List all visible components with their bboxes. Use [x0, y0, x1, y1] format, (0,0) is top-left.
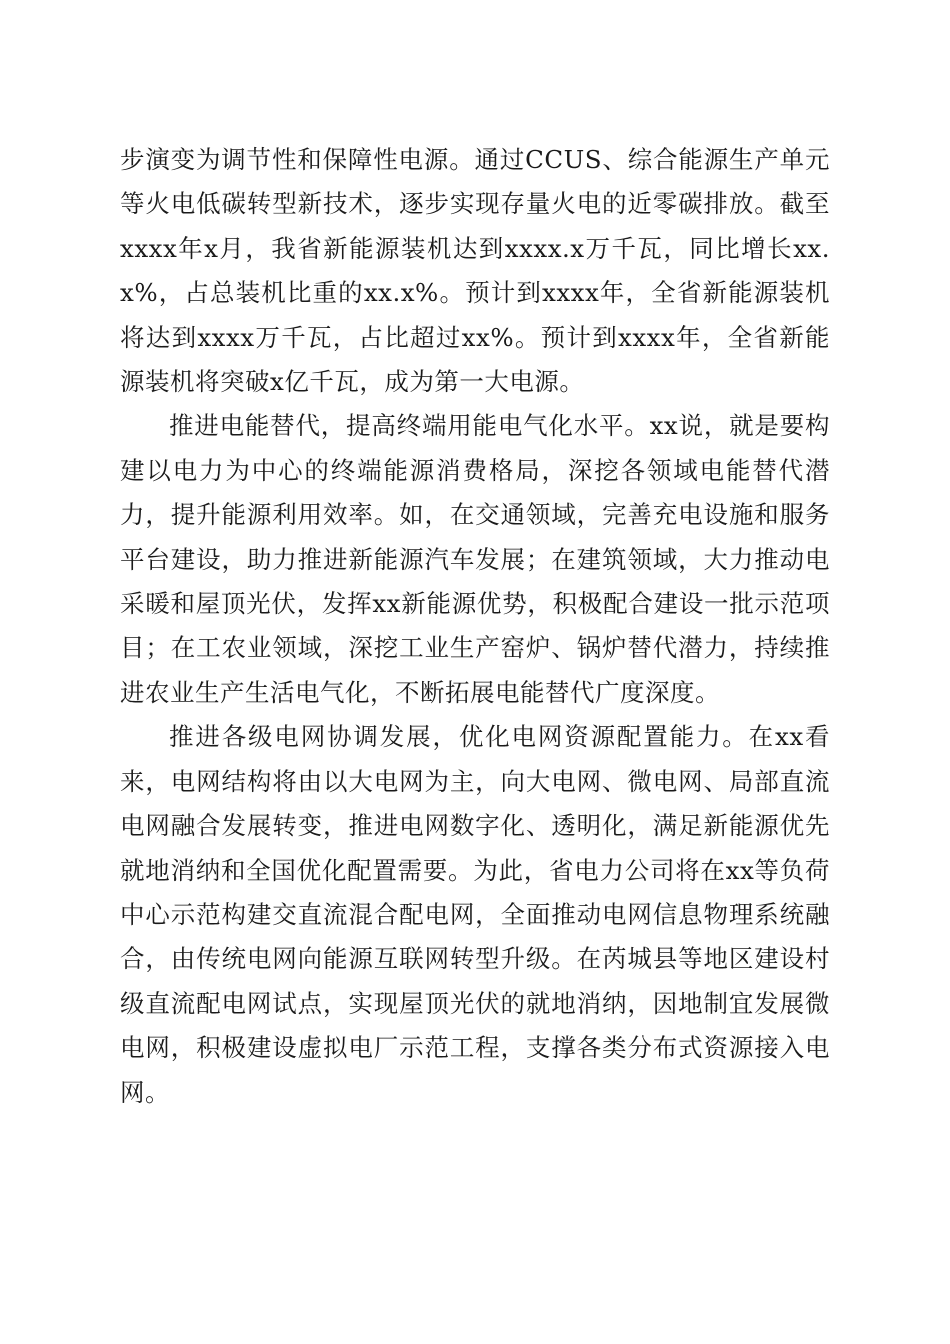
paragraph-grid-development: 推进各级电网协调发展，优化电网资源配置能力。在xx看来，电网结构将由以大电网为主，向大电网、微电网、局部直流电网融合发展转变，推进电网数字化、透明化，满足新能源优先就地消纳和全国优化配置需要。为此，省电力公司将在xx等负荷中心示范构建交直流混合配电网，全面推动电网信息物理系统融合，由传统电网向能源互联网转型升级。在芮城县等地区建设村级直流配电网试点，实现屋顶光伏的就地消纳，因地制宜发展微电网，积极建设虚拟电厂示范工程，支撑各类分布式资源接入电网。 — [120, 722, 830, 1107]
paragraph-electric-substitution: 推进电能替代，提高终端用能电气化水平。xx说，就是要构建以电力为中心的终端能源消费格局，深挖各领域电能替代潜力，提升能源利用效率。如，在交通领域，完善充电设施和服务平台建设，助力推进新能源汽车发展；在建筑领域，大力推动电采暖和屋顶光伏，发挥xx新能源优势，积极配合建设一批示范项目；在工农业领域，深挖工业生产窑炉、锅炉替代潜力，持续推进农业生产生活电气化，不断拓展电能替代广度深度。 — [120, 411, 830, 707]
paragraph-continuation: 步演变为调节性和保障性电源。通过CCUS、综合能源生产单元等火电低碳转型新技术，逐步实现存量火电的近零碳排放。截至xxxx年x月，我省新能源装机达到xxxx.x万千瓦，同比增长xx.x%，占总装机比重的xx.x%。预计到xxxx年，全省新能源装机将达到xxxx万千瓦，占比超过xx%。预计到xxxx年，全省新能源装机将突破x亿千瓦，成为第一大电源。 — [120, 145, 830, 397]
document-body — [120, 138, 830, 1115]
